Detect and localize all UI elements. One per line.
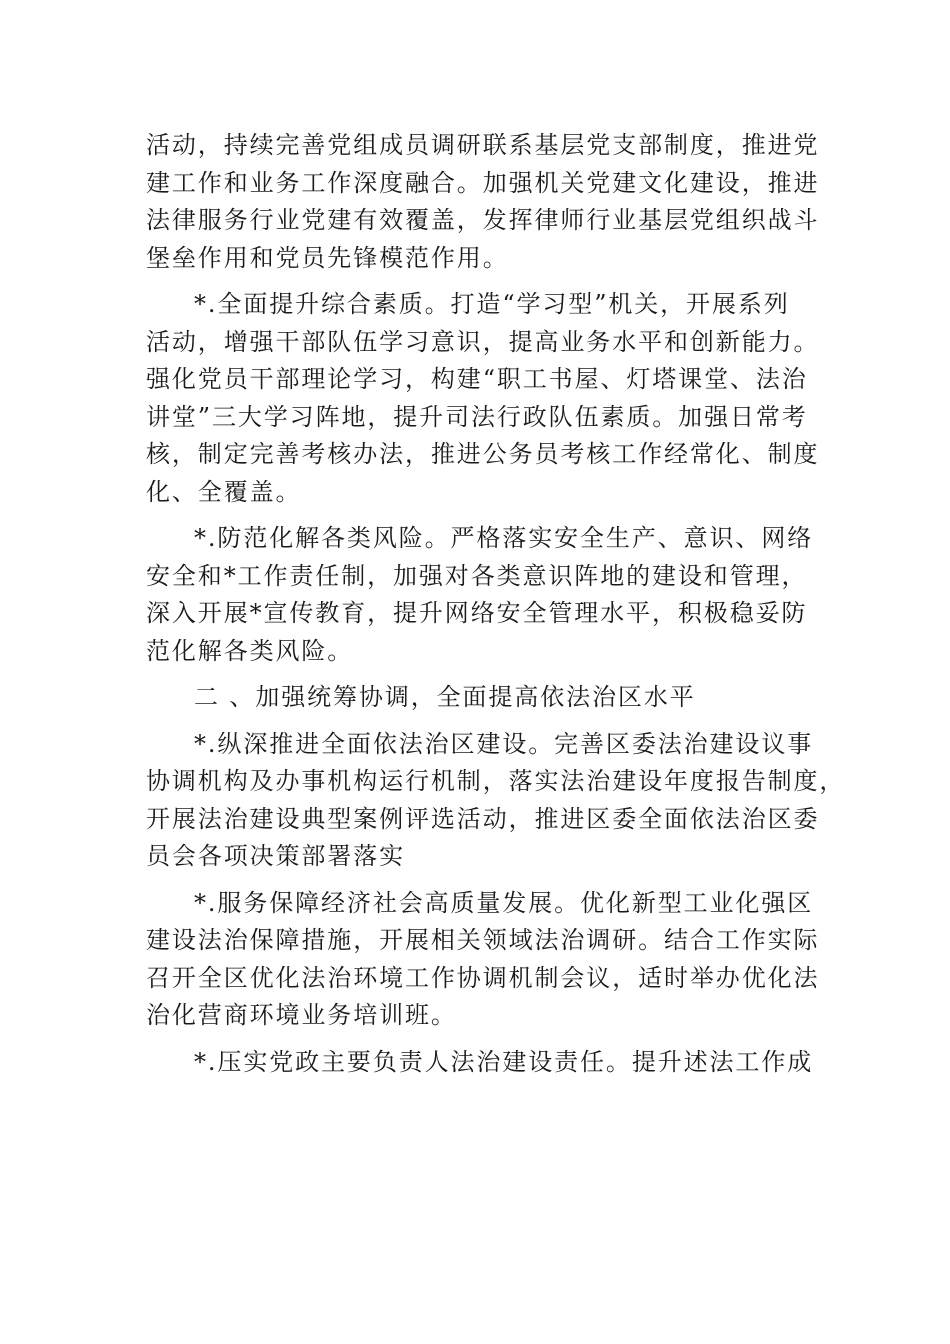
text-line: 法律服务行业党建有效覆盖，发挥律师行业基层党组织战斗 bbox=[146, 206, 820, 234]
text-line: 协调机构及办事机构运行机制，落实法治建设年度报告制度， bbox=[146, 767, 846, 795]
paragraph-economic-development bbox=[146, 885, 820, 1035]
text-line: 讲堂”三大学习阵地，提升司法行政队伍素质。加强日常考 bbox=[146, 402, 808, 431]
paragraph-risk-prevention bbox=[146, 520, 814, 670]
text-line: 核，制定完善考核办法，推进公务员考核工作经常化、制度 bbox=[146, 440, 820, 468]
text-line: 员会各项决策部署落实 bbox=[146, 842, 405, 870]
section-heading: 二 、加强统筹协调，全面提高依法治区水平 bbox=[194, 683, 696, 711]
text-line: 堡垒作用和党员先锋模范作用。 bbox=[146, 243, 509, 272]
text-line: 建设法治保障措施，开展相关领域法治调研。结合工作实际 bbox=[146, 926, 820, 954]
text-line: 范化解各类风险。 bbox=[146, 636, 354, 665]
text-line: 召开全区优化法治环境工作协调机制会议，适时举办优化法 bbox=[146, 963, 820, 992]
text-line: *.纵深推进全面依法治区建设。完善区委法治建设议事 bbox=[194, 729, 814, 758]
paragraph-overall-quality bbox=[146, 286, 820, 511]
text-line: *.防范化解各类风险。严格落实安全生产、意识、网络 bbox=[194, 524, 814, 552]
text-line: 活动，增强干部队伍学习意识，提高业务水平和创新能力。 bbox=[146, 327, 820, 356]
paragraph-rule-of-law-district bbox=[146, 726, 846, 876]
text-line: 安全和*工作责任制，加强对各类意识阵地的建设和管理， bbox=[146, 561, 808, 590]
text-line: *.压实党政主要负责人法治建设责任。提升述法工作成 bbox=[194, 1047, 814, 1076]
text-line: 强化党员干部理论学习，构建“职工书屋、灯塔课堂、法治 bbox=[146, 365, 808, 393]
text-line: 建工作和业务工作深度融合。加强机关党建文化建设，推进 bbox=[146, 168, 820, 197]
document-body bbox=[146, 127, 846, 1081]
text-line: *.服务保障经济社会高质量发展。优化新型工业化强区 bbox=[194, 888, 814, 917]
section-heading-2 bbox=[146, 679, 811, 717]
text-line: *.全面提升综合素质。打造“学习型”机关，开展系列 bbox=[194, 290, 790, 318]
paragraph-party-building-continued bbox=[146, 127, 820, 277]
text-line: 化、全覆盖。 bbox=[146, 477, 302, 506]
text-line: 深入开展*宣传教育，提升网络安全管理水平，积极稳妥防 bbox=[146, 599, 808, 627]
paragraph-leader-responsibility bbox=[146, 1044, 814, 1082]
text-line: 活动，持续完善党组成员调研联系基层党支部制度，推进党 bbox=[146, 131, 820, 159]
text-line: 治化营商环境业务培训班。 bbox=[146, 1001, 457, 1029]
text-line: 开展法治建设典型案例评选活动，推进区委全面依法治区委 bbox=[146, 804, 820, 833]
